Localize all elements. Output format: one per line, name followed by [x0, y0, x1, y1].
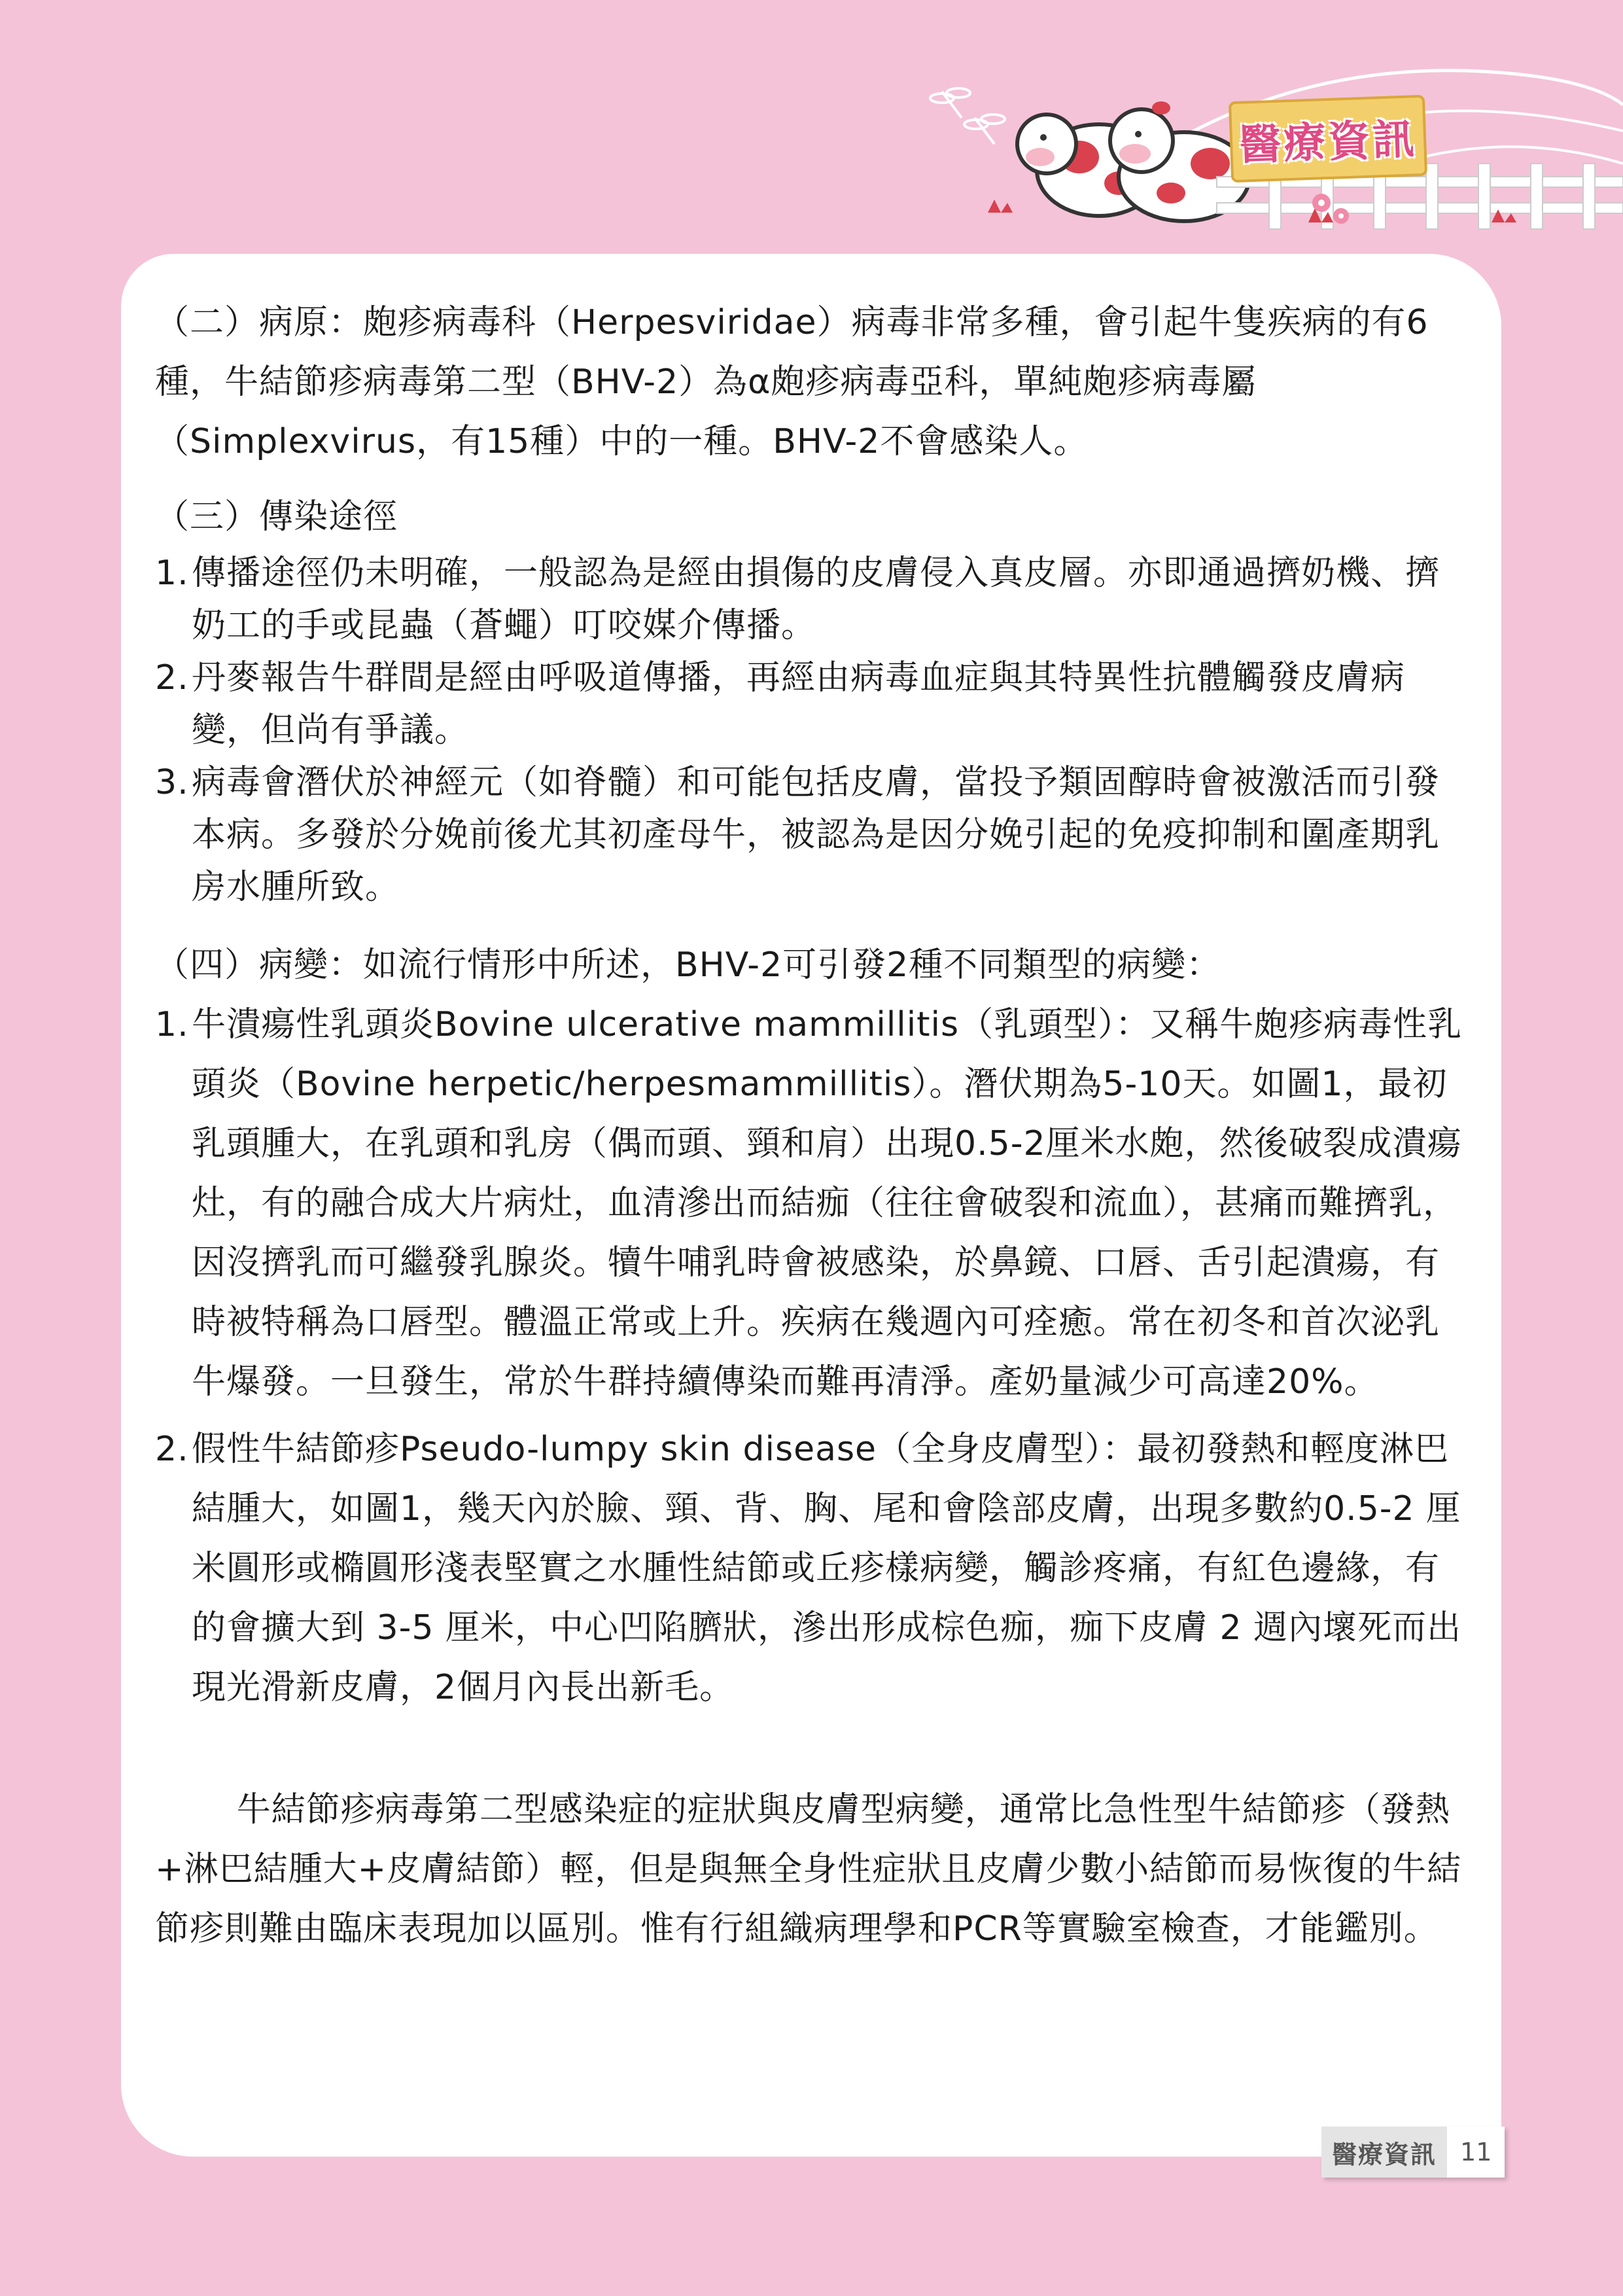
list-item: 2. 假性牛結節疹Pseudo-lumpy skin disease（全身皮膚型）：最初發熱和輕度淋巴結腫大，如圖1，幾天內於臉、頸、背、胸、尾和會陰部皮膚，出現多數約0.5-2 厘米圓形或橢圓形淺表堅實之水腫性結節或丘疹樣病變，觸診疼痛，有紅色邊緣，有的會擴大到 3-5 厘米，中心凹陷臍狀，滲出形成棕色痂，痂下皮膚 2 週內壞死而出現光滑新皮膚，2個月內長出新毛。 — [155, 1430, 1462, 1707]
footer-section-label: 醫療資訊 — [1321, 2127, 1447, 2178]
list-item: 3. 病毒會潛伏於神經元（如脊髓）和可能包括皮膚，當投予類固醇時會被激活而引發本病。多發於分娩前後尤其初產母牛，被認為是因分娩引起的免疫抑制和圍產期乳房水腫所致。 — [155, 763, 1440, 907]
lesions-list — [155, 995, 1469, 1718]
summary-paragraph: 牛結節疹病毒第二型感染症的症狀與皮膚型病變，通常比急性型牛結節疹（發熱+淋巴結腫大+皮膚結節）輕，但是與無全身性症狀且皮膚少數小結節而易恢復的牛結節疹則難由臨床表現加以區別。惟有行組織病理學和PCR等實驗室檢查，才能鑑別。 — [155, 1790, 1462, 1949]
transmission-list — [155, 547, 1469, 913]
list-item: 2. 丹麥報告牛群間是經由呼吸道傳播，再經由病毒血症與其特異性抗體觸發皮膚病變，但尚有爭議。 — [155, 658, 1406, 750]
dragonfly-icon — [930, 88, 970, 118]
section-pathogen: （二）病原：皰疹病毒科（Herpesviridae）病毒非常多種，會引起牛隻疾病的有6種，牛結節疹病毒第二型（BHV-2）為α皰疹病毒亞科，單純皰疹病毒屬（Simplexvirus，有15種）中的一種。BHV-2不會感染人。 — [155, 303, 1429, 461]
list-item: 1. 傳播途徑仍未明確，一般認為是經由損傷的皮膚侵入真皮層。亦即通過擠奶機、擠奶工的手或昆蟲（蒼蠅）叮咬媒介傳播。 — [155, 554, 1440, 645]
page-number: 11 — [1447, 2127, 1505, 2178]
article-content — [121, 254, 1501, 2157]
dragonfly-icon — [964, 115, 1005, 144]
section-lesions-heading: （四）病變：如流行情形中所述，BHV-2可引發2種不同類型的病變： — [155, 945, 1221, 985]
section-transmission-heading: （三）傳染途徑 — [155, 497, 398, 537]
section-badge: 醫療資訊 — [1229, 95, 1427, 183]
list-item: 1. 牛潰瘍性乳頭炎Bovine ulcerative mammillitis（乳頭型）：又稱牛皰疹病毒性乳頭炎（Bovine herpetic/herpesmammillitis）。潛伏期為5-10天。如圖1，最初乳頭腫大，在乳頭和乳房（偶而頭、頸和肩）出現0.5-2厘米水皰，然後破裂成潰瘍灶，有的融合成大片病灶，血清滲出而結痂（往往會破裂和流血），甚痛而難擠乳，因沒擠乳而可繼發乳腺炎。犢牛哺乳時會被感染，於鼻鏡、口唇、舌引起潰瘍，有時被特稱為口唇型。體溫正常或上升。疾病在幾週內可痊癒。常在初冬和首次泌乳牛爆發。一旦發生，常於牛群持續傳染而難再清淨。產奶量減少可高達20%。 — [155, 1005, 1463, 1402]
page-footer — [1321, 2127, 1505, 2178]
